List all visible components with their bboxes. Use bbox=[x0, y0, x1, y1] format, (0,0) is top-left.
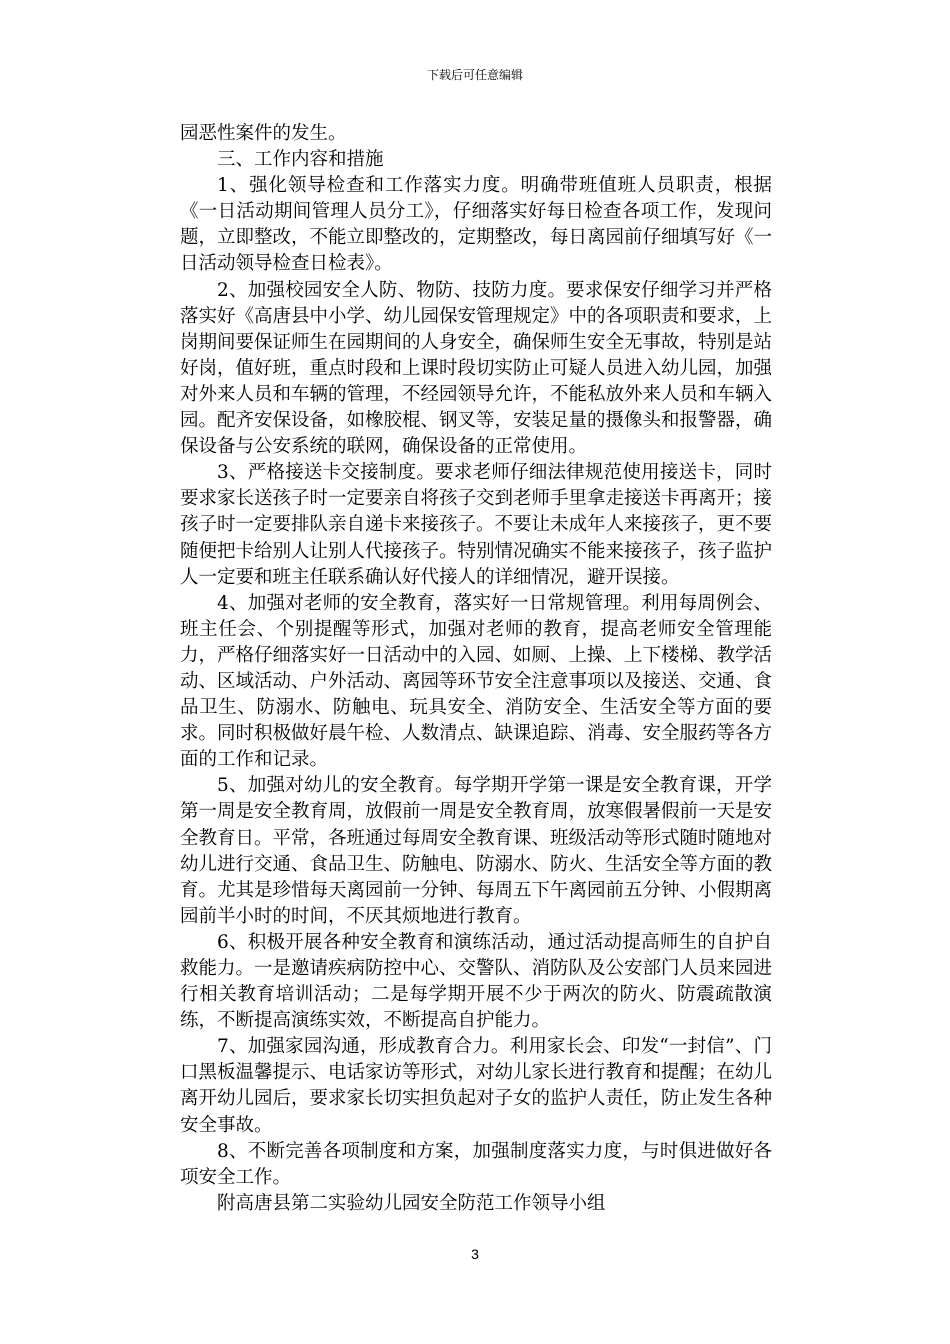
page-header: 下载后可任意编辑 bbox=[426, 68, 523, 82]
paragraph: 3、严格接送卡交接制度。要求老师仔细法律规范使用接送卡，同时要求家长送孩子时一定要亲自将孩子交到老师手里拿走接送卡再离开；接孩子时一定要排队亲自递卡来接孩子。不要让未成年人来接孩子，更不要随便把卡给别人让别人代接孩子。特别情况确实不能来接孩子，孩子监护人一定要和班主任联系确认好代接人的详细情况，避开误接。 bbox=[180, 462, 773, 588]
page-number: 3 bbox=[471, 1246, 479, 1262]
paragraph: 2、加强校园安全人防、物防、技防力度。要求保安仔细学习并严格落实好《高唐县中小学、幼儿园保安管理规定》中的各项职责和要求，上岗期间要保证师生在园期间的人身安全，确保师生安全无事故，特别是站好岗，值好班，重点时段和上课时段切实防止可疑人员进入幼儿园，加强对外来人员和车辆的管理，不经园领导允许，不能私放外来人员和车辆入园。配齐安保设备，如橡胶棍、钢叉等，安装足量的摄像头和报警器，确保设备与公安系统的联网，确保设备的正常使用。 bbox=[180, 279, 773, 458]
appendix-line: 附高唐县第二实验幼儿园安全防范工作领导小组 bbox=[217, 1192, 606, 1214]
paragraph: 4、加强对老师的安全教育，落实好一日常规管理。利用每周例会、班主任会、个别提醒等形式，加强对老师的教育，提高老师安全管理能力，严格仔细落实好一日活动中的入园、如厕、上操、上下楼梯、教学活动、区域活动、户外活动、离园等环节安全注意事项以及接送、交通、食品卫生、防溺水、防触电、玩具安全、消防安全、生活安全等方面的要求。同时积极做好晨午检、人数清点、缺课追踪、消毒、安全服药等各方面的工作和记录。 bbox=[180, 592, 773, 771]
paragraph: 8、不断完善各项制度和方案，加强制度落实力度，与时俱进做好各项安全工作。 bbox=[180, 1140, 772, 1188]
paragraph: 7、加强家园沟通，形成教育合力。利用家长会、印发“一封信”、门口黑板温馨提示、电话家访等形式，对幼儿家长进行教育和提醒；在幼儿离开幼儿园后，要求家长切实担负起对子女的监护人责任，防止发生各种安全事故。 bbox=[180, 1036, 773, 1136]
document-body bbox=[180, 121, 772, 1217]
paragraph: 1、强化领导检查和工作落实力度。明确带班值班人员职责，根据《一日活动期间管理人员分工》，仔细落实好每日检查各项工作，发现问题，立即整改，不能立即整改的，定期整改，每日离园前仔细填写好《一日活动领导检查日检表》。 bbox=[180, 175, 773, 275]
paragraph: 园恶性案件的发生。 bbox=[180, 123, 347, 144]
paragraph: 5、加强对幼儿的安全教育。每学期开学第一课是安全教育课，开学第一周是安全教育周，放假前一周是安全教育周，放寒假暑假前一天是安全教育日。平常，各班通过每周安全教育课、班级活动等形式随时随地对幼儿进行交通、食品卫生、防触电、防溺水、防火、生活安全等方面的教育。尤其是珍惜每天离园前一分钟、每周五下午离园前五分钟、小假期离园前半小时的时间，不厌其烦地进行教育。 bbox=[180, 775, 773, 927]
paragraph: 6、积极开展各种安全教育和演练活动，通过活动提高师生的自护自救能力。一是邀请疾病防控中心、交警队、消防队及公安部门人员来园进行相关教育培训活动；二是每学期开展不少于两次的防火、防震疏散演练，不断提高演练实效，不断提高自护能力。 bbox=[180, 931, 773, 1032]
section-heading: 三、工作内容和措施 bbox=[217, 149, 384, 171]
